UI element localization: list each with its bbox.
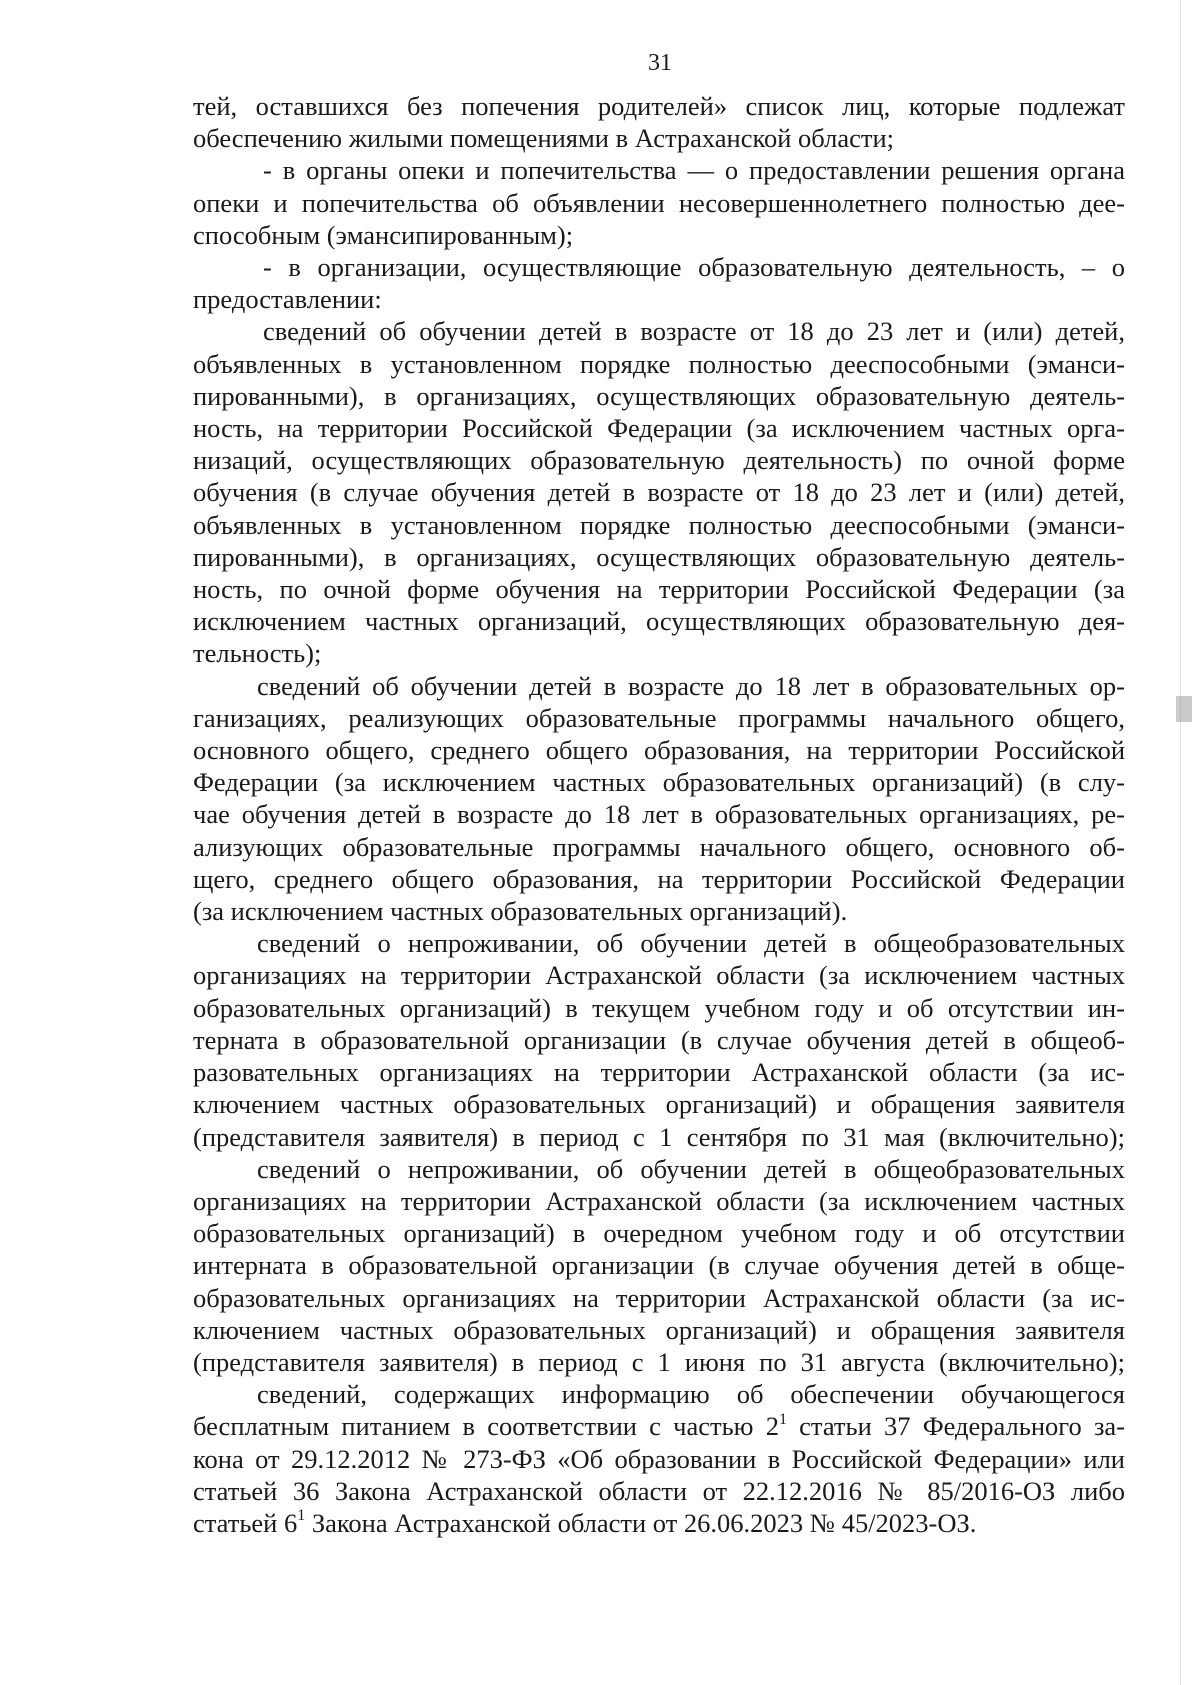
text-line: опеки и попечительства об объявлении несовершеннолетнего полностью дее- <box>193 187 1125 218</box>
text-line: организациях на территории Астраханской области (за исключением частных <box>193 960 1125 991</box>
text-line: щего, среднего общего образования, на территории Российской Федерации <box>193 863 1125 894</box>
superscript: 1 <box>297 1507 306 1525</box>
text-line: обеспечению жилыми помещениями в Астраханской области; <box>193 123 895 154</box>
text-line: сведений, содержащих информацию об обеспечении обучающегося <box>257 1379 1125 1410</box>
text-line: ализующих образовательные программы начального общего, основного об- <box>193 831 1125 862</box>
text-line: пированными), в организациях, осуществляющих образовательную деятель- <box>193 380 1125 411</box>
page-number: 31 <box>648 50 672 76</box>
text-line: объявленных в установленном порядке полностью дееспособными (эманси- <box>193 509 1125 540</box>
scan-edge-line <box>1180 0 1181 1685</box>
text-line: предоставлении: <box>193 284 382 315</box>
scan-artifact <box>1176 696 1192 722</box>
text-line: тельность); <box>193 638 322 669</box>
text-line: сведений о непроживании, об обучении детей в общеобразовательных <box>257 1153 1125 1184</box>
text-line: разовательных организациях на территории Астраханской области (за ис- <box>193 1057 1125 1088</box>
paragraph-lines <box>193 90 1125 1410</box>
text-line: исключением частных организаций, осуществляющих образовательную дея- <box>193 606 1125 637</box>
text-line: сведений об обучении детей в возрасте от 18 до 23 лет и (или) детей, <box>263 316 1125 347</box>
text-line: пированными), в организациях, осуществляющих образовательную деятель- <box>193 541 1125 572</box>
text-line: сведений об обучении детей в возрасте до 18 лет в образовательных ор- <box>257 670 1125 701</box>
text-line: сведений о непроживании, об обучении детей в общеобразовательных <box>257 928 1125 959</box>
text-line: Федерации (за исключением частных образовательных организаций) (в слу- <box>193 767 1125 798</box>
text-line: (представителя заявителя) в период с 1 сентября по 31 мая (включительно); <box>193 1121 1125 1152</box>
text-line: - в органы опеки и попечительства — о предоставлении решения органа <box>263 155 1125 186</box>
text-line: ность, на территории Российской Федерации (за исключением частных орга- <box>193 413 1125 444</box>
text-line: образовательных организациях на территории Астраханской области (за ис- <box>193 1282 1125 1313</box>
text-line: бесплатным питанием в соответствии с частью $2^1$ статьи 37 Федерального за- <box>193 1410 1126 1442</box>
text-line: статьей 36 Закона Астраханской области от 22.12.2016 № 85/2016-ОЗ либо <box>193 1475 1125 1506</box>
text-line: статьей $6^1$ Закона Астраханской области от 26.06.2023 № 45/2023-ОЗ. <box>193 1507 977 1538</box>
text-line: организациях на территории Астраханской области (за исключением частных <box>193 1185 1125 1216</box>
text-line: интерната в образовательной организации (в случае обучения детей в обще- <box>193 1250 1125 1281</box>
text-line: основного общего, среднего общего образования, на территории Российской <box>193 735 1125 766</box>
text-line: ность, по очной форме обучения на территории Российской Федерации (за <box>193 574 1125 605</box>
text-line: терната в образовательной организации (в случае обучения детей в общеоб- <box>193 1024 1125 1055</box>
text-line: низаций, осуществляющих образовательную деятельность) по очной форме <box>193 445 1125 476</box>
text-line: чае обучения детей в возрасте до 18 лет в образовательных организациях, ре- <box>193 799 1125 830</box>
text-line: образовательных организаций) в текущем учебном году и об отсутствии ин- <box>193 992 1125 1023</box>
text-line: объявленных в установленном порядке полностью дееспособными (эманси- <box>193 348 1125 379</box>
superscript: 1 <box>778 1410 787 1428</box>
text-line: (за исключением частных образовательных организаций). <box>193 896 848 927</box>
text-line: образовательных организаций) в очередном учебном году и об отсутствии <box>193 1218 1125 1249</box>
text-line: кона от 29.12.2012 № 273-ФЗ «Об образовании в Российской Федерации» или <box>193 1443 1125 1474</box>
text-line: обучения (в случае обучения детей в возрасте от 18 до 23 лет и (или) детей, <box>193 477 1125 508</box>
text-line: ганизациях, реализующих образовательные программы начального общего, <box>193 702 1125 733</box>
text-line: ключением частных образовательных организаций) и обращения заявителя <box>193 1314 1125 1345</box>
text-line: ключением частных образовательных организаций) и обращения заявителя <box>193 1089 1125 1120</box>
document-body <box>193 90 1125 1539</box>
text-line: - в организации, осуществляющие образовательную деятельность, – о <box>263 252 1125 283</box>
text-line: тей, оставшихся без попечения родителей» список лиц, которые подлежат <box>193 91 1125 121</box>
text-line: (представителя заявителя) в период с 1 июня по 31 августа (включительно); <box>193 1346 1125 1377</box>
text-line: способным (эмансипированным); <box>193 219 574 250</box>
